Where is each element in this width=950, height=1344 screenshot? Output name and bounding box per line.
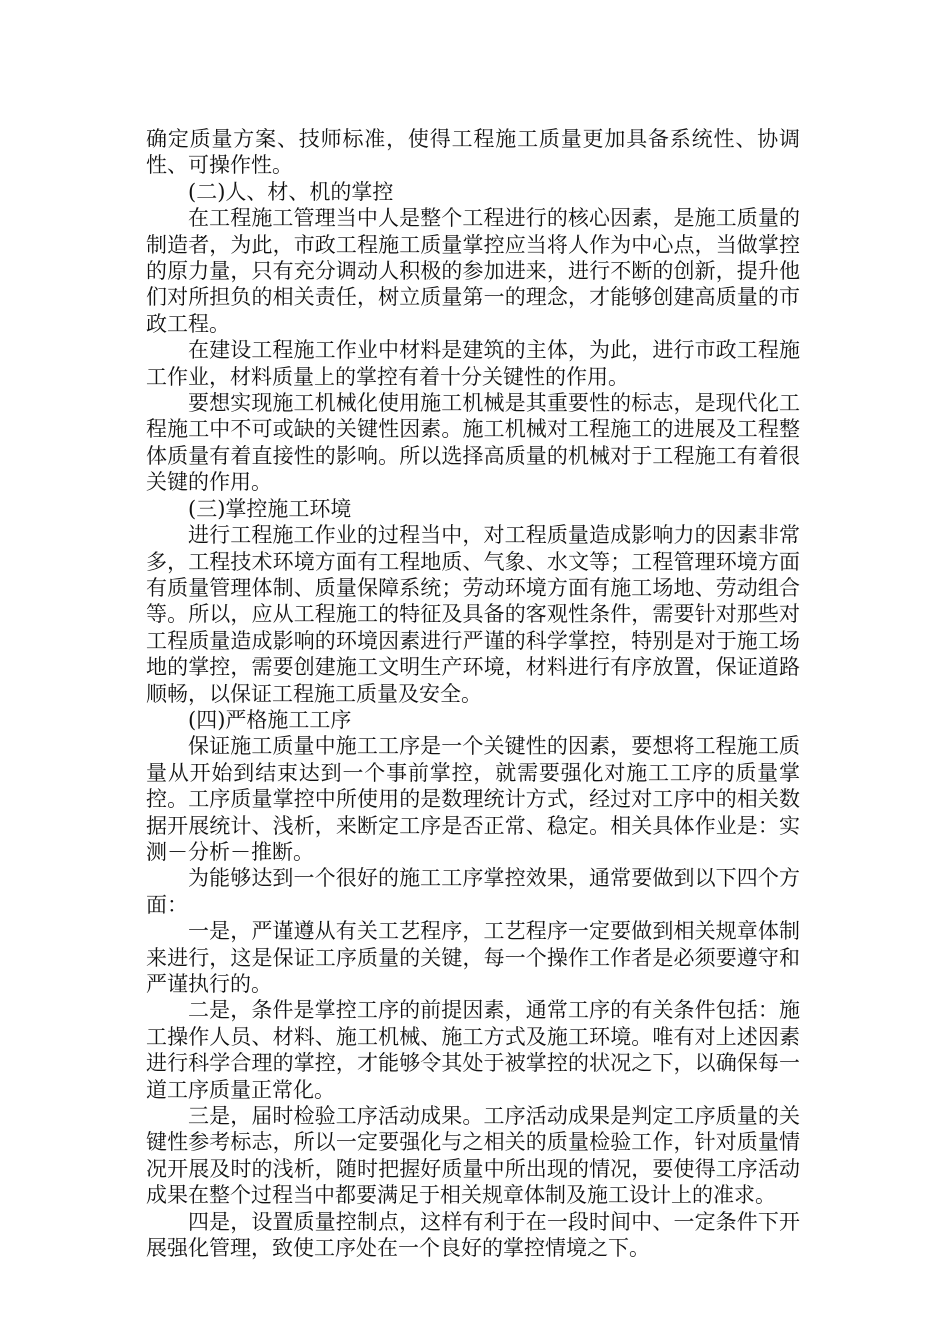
paragraph-continuation: 确定质量方案、技师标准，使得工程施工质量更加具备系统性、协调性、可操作性。 <box>146 127 800 178</box>
paragraph-machines: 要想实现施工机械化使用施工机械是其重要性的标志，是现代化工程施工中不可或缺的关键性因素。施工机械对工程施工的进展及工程整体质量有着直接性的影响。所以选择高质量的机械对于工程施工有着很关键的作用。 <box>146 391 800 495</box>
paragraph-environment: 进行工程施工作业的过程当中，对工程质量造成影响力的因素非常多，工程技术环境方面有工程地质、气象、水文等；工程管理环境方面有质量管理体制、质量保障系统；劳动环境方面有施工场地、劳动组合等。所以，应从工程施工的特征及具备的客观性条件，需要针对那些对工程质量造成影响的环境因素进行严谨的科学掌控，特别是对于施工场地的掌控，需要创建施工文明生产环境，材料进行有序放置，保证道路顺畅，以保证工程施工质量及安全。 <box>146 523 800 706</box>
paragraph-materials: 在建设工程施工作业中材料是建筑的主体，为此，进行市政工程施工作业，材料质量上的掌控有着十分关键性的作用。 <box>146 338 800 389</box>
section-heading-procedures: (四)严格施工工序 <box>188 707 352 732</box>
paragraph-aspect-one: 一是，严谨遵从有关工艺程序，工艺程序一定要做到相关规章体制来进行，这是保证工序质量的关键，每一个操作工作者是必须要遵守和严谨执行的。 <box>146 919 800 996</box>
section-heading-environment: (三)掌控施工环境 <box>188 496 352 521</box>
paragraph-aspect-two: 二是，条件是掌控工序的前提因素，通常工序的有关条件包括：施工操作人员、材料、施工机械、施工方式及施工环境。唯有对上述因素进行科学合理的掌控，才能够令其处于被掌控的状况之下，以确保每一道工序质量正常化。 <box>146 998 800 1102</box>
paragraph-four-aspects-intro: 为能够达到一个很好的施工工序掌控效果，通常要做到以下四个方面： <box>146 866 800 917</box>
document-page <box>146 126 800 1261</box>
paragraph-procedures: 保证施工质量中施工工序是一个关键性的因素，要想将工程施工质量从开始到结束达到一个事前掌控，就需要强化对施工工序的质量掌控。工序质量掌控中所使用的是数理统计方式，经过对工序中的相关数据开展统计、浅析，来断定工序是否正常、稳定。相关具体作业是：实测－分析－推断。 <box>146 734 800 864</box>
paragraph-aspect-four: 四是，设置质量控制点，这样有利于在一段时间中、一定条件下开展强化管理，致使工序处在一个良好的掌控情境之下。 <box>146 1209 800 1261</box>
paragraph-aspect-three: 三是，届时检验工序活动成果。工序活动成果是判定工序质量的关键性参考标志，所以一定要强化与之相关的质量检验工作，针对质量情况开展及时的浅析，随时把握好质量中所出现的情况，要使得工序活动成果在整个过程当中都要满足于相关规章体制及施工设计上的准求。 <box>146 1104 800 1208</box>
paragraph-people: 在工程施工管理当中人是整个工程进行的核心因素，是施工质量的制造者，为此，市政工程施工质量掌控应当将人作为中心点，当做掌控的原力量，只有充分调动人积极的参加进来，进行不断的创新，提升他们对所担负的相关责任，树立质量第一的理念，才能够创建高质量的市政工程。 <box>146 206 800 336</box>
section-heading-people-materials-machines: (二)人、材、机的掌控 <box>188 179 394 204</box>
